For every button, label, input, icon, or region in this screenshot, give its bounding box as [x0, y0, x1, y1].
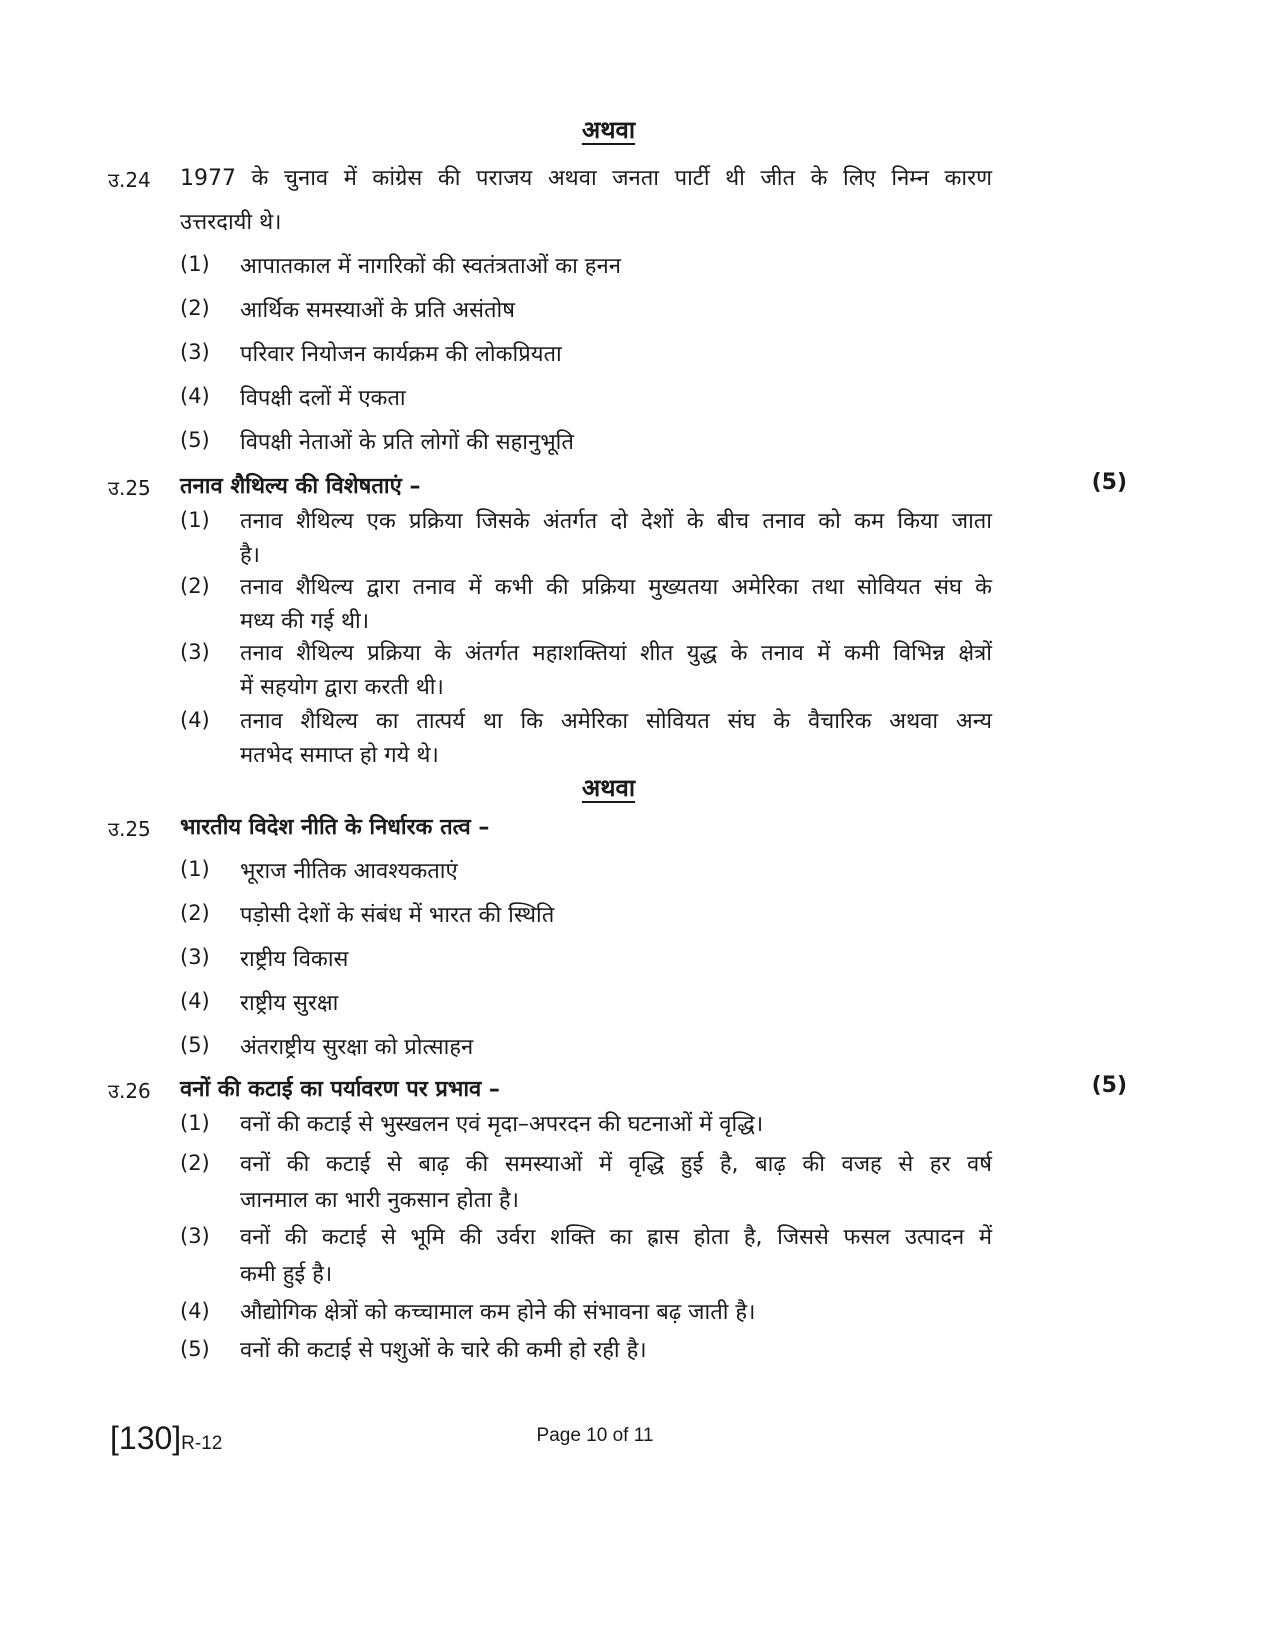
item-number: (1)	[180, 508, 210, 532]
list-item: तनाव शैथिल्य द्वारा तनाव में कभी की प्रक्रिया मुख्यतया अमेरिका तथा सोवियत संघ के	[240, 575, 992, 600]
paper-code-sub: R-12	[181, 1433, 223, 1454]
marks-badge: (5)	[1091, 1073, 1127, 1098]
question-number: उ.24	[108, 168, 151, 192]
list-item: वनों की कटाई से भूमि की उर्वरा शक्ति का ह्रास होता है, जिससे फसल उत्पादन में	[240, 1225, 992, 1250]
item-number: (3)	[180, 1224, 210, 1248]
list-item: आपातकाल में नागरिकों की स्वतंत्रताओं का हनन	[240, 254, 621, 279]
list-item: आर्थिक समस्याओं के प्रति असंतोष	[240, 298, 515, 323]
question-text-line: उत्तरदायी थे।	[180, 210, 282, 235]
list-item-continued: है।	[240, 543, 261, 568]
question-text-line: 1977 के चुनाव में कांग्रेस की पराजय अथवा जनता पार्टी थी जीत के लिए निम्न कारण	[180, 166, 992, 191]
list-item: विपक्षी नेताओं के प्रति लोगों की सहानुभूति	[240, 430, 574, 455]
item-number: (2)	[180, 1151, 210, 1175]
list-item-continued: जानमाल का भारी नुकसान होता है।	[240, 1188, 519, 1213]
list-item: वनों की कटाई से भुस्खलन एवं मृदा–अपरदन की घटनाओं में वृद्धि।	[240, 1112, 764, 1137]
item-number: (4)	[180, 708, 210, 732]
list-item: राष्ट्रीय विकास	[240, 947, 349, 972]
question-number: उ.25	[108, 476, 151, 500]
item-number: (1)	[180, 1111, 210, 1135]
item-number: (1)	[180, 857, 210, 881]
list-item: औद्योगिक क्षेत्रों को कच्चामाल कम होने की संभावना बढ़ जाती है।	[240, 1300, 756, 1325]
item-number: (4)	[180, 1299, 210, 1323]
item-number: (4)	[180, 989, 210, 1013]
list-item: भूराज नीतिक आवश्यकताएं	[240, 859, 458, 884]
item-number: (5)	[180, 1337, 210, 1361]
list-item: अंतराष्ट्रीय सुरक्षा को प्रोत्साहन	[240, 1035, 474, 1060]
list-item-continued: मतभेद समाप्त हो गये थे।	[240, 743, 439, 768]
list-item-continued: मध्य की गई थी।	[240, 609, 370, 634]
or-heading: अथवा	[581, 116, 636, 144]
question-heading: वनों की कटाई का पर्यावरण पर प्रभाव –	[180, 1077, 500, 1102]
or-heading: अथवा	[581, 774, 636, 802]
list-item: वनों की कटाई से बाढ़ की समस्याओं में वृद्धि हुई है, बाढ़ की वजह से हर वर्ष	[240, 1152, 992, 1177]
list-item: तनाव शैथिल्य प्रक्रिया के अंतर्गत महाशक्तियां शीत युद्ध के तनाव में कमी विभिन्न क्षेत्रों	[240, 641, 992, 666]
list-item-continued: कमी हुई है।	[240, 1262, 333, 1287]
marks-badge: (5)	[1091, 470, 1127, 495]
question-heading: भारतीय विदेश नीति के निर्धारक तत्व –	[180, 815, 490, 840]
question-number: उ.25	[108, 817, 151, 841]
list-item: पड़ोसी देशों के संबंध में भारत की स्थिति	[240, 903, 555, 928]
item-number: (3)	[180, 340, 210, 364]
list-item: परिवार नियोजन कार्यक्रम की लोकप्रियता	[240, 342, 562, 367]
item-number: (2)	[180, 574, 210, 598]
item-number: (3)	[180, 945, 210, 969]
item-number: (1)	[180, 252, 210, 276]
list-item: राष्ट्रीय सुरक्षा	[240, 991, 339, 1016]
item-number: (5)	[180, 428, 210, 452]
item-number: (5)	[180, 1033, 210, 1057]
list-item: वनों की कटाई से पशुओं के चारे की कमी हो रही है।	[240, 1338, 647, 1363]
item-number: (2)	[180, 901, 210, 925]
item-number: (4)	[180, 384, 210, 408]
item-number: (3)	[180, 640, 210, 664]
list-item: विपक्षी दलों में एकता	[240, 386, 406, 411]
question-number: उ.26	[108, 1079, 151, 1103]
item-number: (2)	[180, 296, 210, 320]
question-heading: तनाव शैथिल्य की विशेषताएं –	[180, 474, 421, 499]
list-item: तनाव शैथिल्य एक प्रक्रिया जिसके अंतर्गत दो देशों के बीच तनाव को कम किया जाता	[240, 509, 992, 534]
paper-code-main: [130]	[110, 1420, 182, 1456]
list-item-continued: में सहयोग द्वारा करती थी।	[240, 675, 444, 700]
page-number: Page 10 of 11	[536, 1425, 654, 1446]
list-item: तनाव शैथिल्य का तात्पर्य था कि अमेरिका सोवियत संघ के वैचारिक अथवा अन्य	[240, 709, 992, 734]
